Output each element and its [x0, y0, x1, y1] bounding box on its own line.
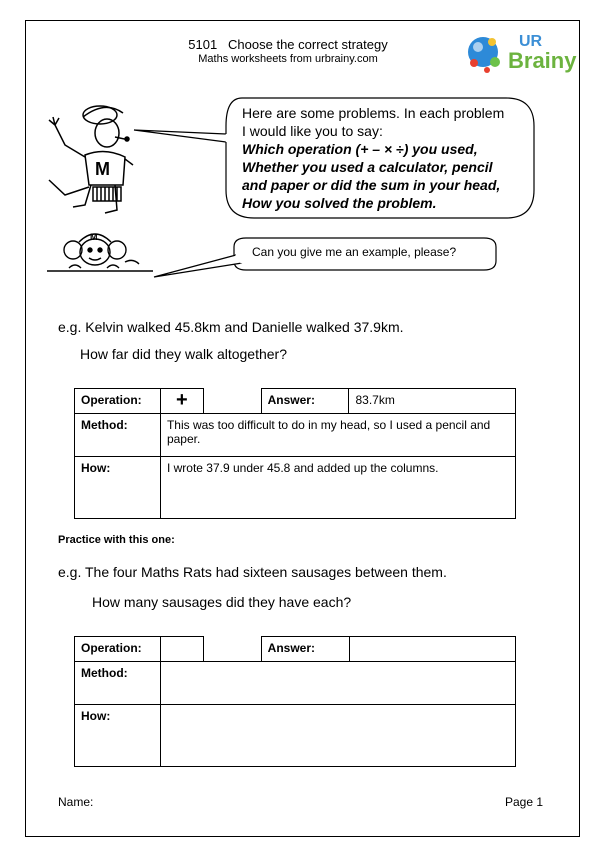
method-label: Method: — [75, 414, 161, 457]
bubble-point-2: Whether you used a calculator, pencil — [242, 159, 493, 175]
how-label: How: — [75, 457, 161, 519]
worksheet-title-text: Choose the correct strategy — [228, 37, 388, 52]
bubble-point-1: Which operation (+ – × ÷) you used, — [242, 141, 478, 157]
svg-text:M: M — [95, 159, 110, 179]
practice-method-input[interactable] — [160, 662, 515, 705]
practice-problem-line-1: e.g. The four Maths Rats had sixteen sausages between them. — [58, 564, 447, 580]
worksheet-subtitle: Maths worksheets from urbrainy.com — [198, 53, 378, 65]
practice-answer-table — [74, 636, 516, 767]
logo-text-ur: UR — [519, 33, 543, 50]
table-row — [75, 414, 516, 457]
practice-how-label: How: — [75, 705, 161, 767]
practice-problem-line-2: How many sausages did they have each? — [92, 594, 352, 610]
table-row — [75, 457, 516, 519]
practice-method-label: Method: — [75, 662, 161, 705]
practice-answer-label: Answer: — [261, 637, 349, 662]
bubble-point-3: and paper or did the sum in your head, — [242, 177, 501, 193]
spacer-cell — [203, 637, 261, 662]
practice-how-input[interactable] — [160, 705, 515, 767]
practice-answer-input[interactable] — [349, 637, 515, 662]
method-value: This was too difficult to do in my head, so I used a pencil and paper. — [160, 414, 515, 457]
bubble-intro-line-1: Here are some problems. In each problem — [242, 105, 505, 121]
maths-rat-illustration — [45, 95, 140, 225]
how-value: I wrote 37.9 under 45.8 and added up the columns. — [160, 457, 515, 519]
practice-operation-label: Operation: — [75, 637, 161, 662]
answer-value: 83.7km — [349, 389, 516, 414]
peeking-rat-illustration — [45, 228, 155, 276]
practice-heading: Practice with this one: — [58, 534, 175, 546]
table-row — [75, 389, 516, 414]
spacer-cell — [203, 389, 261, 414]
name-label: Name: — [58, 795, 94, 809]
page-number: Page 1 — [505, 795, 544, 809]
worksheet-code: 5101 — [188, 37, 218, 52]
operation-value: + — [160, 389, 203, 414]
operation-label: Operation: — [75, 389, 161, 414]
bubble-intro-line-2: I would like you to say: — [242, 123, 383, 139]
logo-text-brainy: Brainy — [508, 48, 577, 73]
example-problem-line-2: How far did they walk altogether? — [80, 346, 287, 362]
svg-text:M: M — [90, 232, 98, 242]
speech-bubble-small-text: Can you give me an example, please? — [252, 245, 457, 259]
answer-label: Answer: — [261, 389, 349, 414]
table-row — [75, 662, 516, 705]
table-row — [75, 637, 516, 662]
practice-operation-input[interactable] — [160, 637, 203, 662]
bubble-point-4: How you solved the problem. — [242, 195, 437, 211]
example-answer-table — [74, 388, 516, 519]
example-problem-line-1: e.g. Kelvin walked 45.8km and Danielle walked 37.9km. — [58, 319, 404, 335]
urbrainy-logo — [464, 30, 579, 80]
table-row — [75, 705, 516, 767]
speech-bubble-main-text — [242, 104, 532, 212]
